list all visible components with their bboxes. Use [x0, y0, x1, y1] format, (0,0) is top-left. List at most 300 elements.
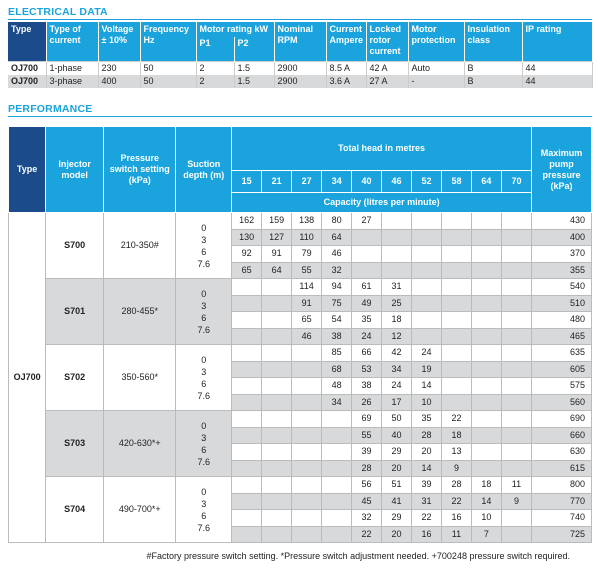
perf-capacity-cell	[471, 394, 501, 411]
perf-capacity-cell: 11	[441, 526, 471, 543]
perf-capacity-cell	[292, 361, 322, 378]
perf-model-cell: S700	[46, 213, 104, 279]
perf-capacity-cell	[441, 279, 471, 296]
perf-suction-cell	[176, 411, 232, 477]
perf-capacity-cell	[471, 361, 501, 378]
perf-capacity-cell: 38	[322, 328, 352, 345]
perf-capacity-cell	[232, 361, 262, 378]
perf-capacity-cell: 68	[322, 361, 352, 378]
perf-capacity-cell: 12	[382, 328, 412, 345]
perf-row	[9, 279, 592, 296]
suction-depth-value: 3	[201, 234, 207, 245]
perf-capacity-cell: 110	[292, 229, 322, 246]
perf-row	[9, 477, 592, 494]
perf-suction-cell	[176, 279, 232, 345]
perf-head-value: 58	[441, 171, 471, 193]
perf-switch-cell: 420-630*+	[104, 411, 176, 477]
suction-depth-value: 3	[201, 366, 207, 377]
perf-capacity-cell	[471, 213, 501, 230]
perf-capacity-cell	[262, 328, 292, 345]
perf-suction-cell	[176, 345, 232, 411]
perf-capacity-cell: 41	[382, 493, 412, 510]
elec-cell: 3.6 A	[326, 75, 366, 88]
perf-capacity-cell: 114	[292, 279, 322, 296]
perf-capacity-cell	[501, 213, 531, 230]
perf-capacity-cell: 92	[232, 246, 262, 263]
elec-row-1-phase	[8, 61, 592, 75]
perf-max-pressure-cell: 800	[532, 477, 592, 494]
perf-capacity-cell	[322, 411, 352, 428]
suction-depth-value: 0	[201, 420, 207, 431]
perf-row	[9, 411, 592, 428]
perf-capacity-cell	[382, 246, 412, 263]
perf-capacity-cell	[441, 213, 471, 230]
perf-switch-cell: 210-350#	[104, 213, 176, 279]
perf-capacity-cell	[322, 444, 352, 461]
perf-capacity-cell: 20	[382, 526, 412, 543]
perf-capacity-cell: 29	[382, 510, 412, 527]
perf-capacity-cell	[412, 312, 442, 329]
perf-capacity-cell	[382, 229, 412, 246]
perf-capacity-cell	[382, 262, 412, 279]
perf-model-cell: S702	[46, 345, 104, 411]
perf-capacity-cell	[322, 460, 352, 477]
suction-depth-value: 6	[201, 378, 207, 389]
perf-capacity-cell: 13	[441, 444, 471, 461]
perf-capacity-cell: 46	[322, 246, 352, 263]
perf-head-value: 27	[292, 171, 322, 193]
perf-capacity-cell: 22	[352, 526, 382, 543]
perf-model-cell: S701	[46, 279, 104, 345]
perf-capacity-cell	[501, 246, 531, 263]
perf-capacity-cell: 22	[441, 411, 471, 428]
suction-depth-value: 0	[201, 486, 207, 497]
perf-capacity-cell	[232, 427, 262, 444]
perf-head-value: 15	[232, 171, 262, 193]
perf-capacity-cell: 38	[352, 378, 382, 395]
perf-capacity-cell	[501, 411, 531, 428]
perf-capacity-cell: 10	[412, 394, 442, 411]
perf-capacity-cell	[441, 262, 471, 279]
perf-capacity-cell: 31	[382, 279, 412, 296]
elec-cell: 2	[196, 75, 234, 88]
suction-depth-value: 7.6	[197, 258, 211, 269]
perf-capacity-cell	[262, 295, 292, 312]
perf-row	[9, 345, 592, 362]
perf-max-pressure-cell: 630	[532, 444, 592, 461]
perf-head-value: 64	[471, 171, 501, 193]
perf-capacity-cell: 55	[292, 262, 322, 279]
perf-capacity-cell: 49	[352, 295, 382, 312]
perf-capacity-cell: 162	[232, 213, 262, 230]
perf-capacity-cell	[232, 460, 262, 477]
perf-capacity-cell	[412, 295, 442, 312]
perf-capacity-cell: 75	[322, 295, 352, 312]
perf-capacity-cell: 53	[352, 361, 382, 378]
perf-capacity-cell	[501, 229, 531, 246]
perf-capacity-cell: 51	[382, 477, 412, 494]
electrical-title-rule	[8, 19, 592, 20]
perf-capacity-cell: 65	[232, 262, 262, 279]
elec-cell: 1.5	[234, 61, 274, 75]
perf-capacity-cell	[292, 493, 322, 510]
perf-capacity-cell: 9	[441, 460, 471, 477]
perf-capacity-cell	[322, 526, 352, 543]
perf-capacity-cell: 127	[262, 229, 292, 246]
perf-capacity-cell: 28	[352, 460, 382, 477]
perf-head-value: 70	[501, 171, 531, 193]
perf-header-total-head: Total head in metres	[232, 127, 532, 171]
elec-header-type-of-current: Type of current	[46, 22, 98, 61]
perf-capacity-cell: 56	[352, 477, 382, 494]
perf-capacity-cell	[501, 460, 531, 477]
perf-capacity-cell	[232, 444, 262, 461]
elec-header-insulation: Insulation class	[464, 22, 522, 61]
perf-max-pressure-cell: 560	[532, 394, 592, 411]
perf-capacity-cell: 14	[412, 460, 442, 477]
elec-cell: B	[464, 61, 522, 75]
perf-capacity-cell: 61	[352, 279, 382, 296]
perf-capacity-cell	[501, 262, 531, 279]
performance-table	[8, 126, 592, 543]
perf-capacity-cell: 32	[322, 262, 352, 279]
perf-header-injector-model: Injector model	[46, 127, 104, 213]
elec-cell: 27 A	[366, 75, 408, 88]
perf-capacity-cell	[292, 411, 322, 428]
elec-header-frequency: Frequency Hz	[140, 22, 196, 61]
performance-title-rule	[8, 116, 592, 117]
perf-capacity-cell: 79	[292, 246, 322, 263]
suction-depth-value: 7.6	[197, 522, 211, 533]
perf-capacity-cell	[232, 411, 262, 428]
perf-capacity-cell	[292, 427, 322, 444]
perf-capacity-cell	[412, 262, 442, 279]
elec-header-voltage: Voltage ± 10%	[98, 22, 140, 61]
elec-cell: 230	[98, 61, 140, 75]
perf-capacity-cell: 69	[352, 411, 382, 428]
perf-capacity-cell: 14	[412, 378, 442, 395]
perf-capacity-cell	[501, 279, 531, 296]
perf-capacity-cell	[232, 295, 262, 312]
elec-cell: 50	[140, 75, 196, 88]
elec-cell: 2	[196, 61, 234, 75]
perf-capacity-cell: 18	[382, 312, 412, 329]
perf-header-capacity: Capacity (litres per minute)	[232, 193, 532, 213]
perf-capacity-cell	[501, 378, 531, 395]
performance-table-body	[9, 213, 592, 543]
perf-capacity-cell: 39	[412, 477, 442, 494]
perf-max-pressure-cell: 540	[532, 279, 592, 296]
perf-capacity-cell	[262, 411, 292, 428]
perf-max-pressure-cell: 465	[532, 328, 592, 345]
perf-capacity-cell	[501, 444, 531, 461]
elec-cell: OJ700	[8, 61, 46, 75]
elec-row-3-phase	[8, 75, 592, 88]
perf-max-pressure-cell: 605	[532, 361, 592, 378]
perf-capacity-cell: 45	[352, 493, 382, 510]
suction-depth-value: 3	[201, 498, 207, 509]
perf-capacity-cell: 19	[412, 361, 442, 378]
suction-depth-value: 6	[201, 246, 207, 257]
elec-cell: B	[464, 75, 522, 88]
perf-capacity-cell	[352, 262, 382, 279]
perf-model-cell: S703	[46, 411, 104, 477]
perf-capacity-cell: 35	[352, 312, 382, 329]
footnote: #Factory pressure switch setting. *Pressure switch adjustment needed. +700248 pressure switch required.	[146, 551, 570, 561]
perf-capacity-cell	[322, 493, 352, 510]
perf-capacity-cell	[292, 460, 322, 477]
perf-suction-cell	[176, 213, 232, 279]
perf-capacity-cell	[471, 229, 501, 246]
suction-depth-value: 6	[201, 510, 207, 521]
perf-head-value: 21	[262, 171, 292, 193]
elec-header-p1: P1	[196, 37, 234, 61]
perf-capacity-cell: 31	[412, 493, 442, 510]
perf-capacity-cell	[471, 411, 501, 428]
perf-head-value: 46	[382, 171, 412, 193]
perf-capacity-cell	[292, 510, 322, 527]
perf-capacity-cell: 159	[262, 213, 292, 230]
perf-capacity-cell: 24	[382, 378, 412, 395]
perf-capacity-cell	[501, 526, 531, 543]
elec-cell: 2900	[274, 61, 326, 75]
perf-capacity-cell: 64	[262, 262, 292, 279]
perf-capacity-cell	[412, 328, 442, 345]
perf-capacity-cell	[262, 444, 292, 461]
perf-capacity-cell	[441, 394, 471, 411]
perf-capacity-cell: 50	[382, 411, 412, 428]
perf-capacity-cell	[471, 246, 501, 263]
perf-capacity-cell: 40	[382, 427, 412, 444]
elec-cell: 44	[522, 61, 592, 75]
perf-capacity-cell	[471, 460, 501, 477]
perf-capacity-cell: 24	[412, 345, 442, 362]
perf-capacity-cell	[412, 229, 442, 246]
electrical-data-table	[8, 22, 593, 88]
perf-capacity-cell: 85	[322, 345, 352, 362]
suction-depth-value: 3	[201, 432, 207, 443]
perf-capacity-cell: 91	[262, 246, 292, 263]
perf-max-pressure-cell: 635	[532, 345, 592, 362]
perf-capacity-cell	[232, 328, 262, 345]
perf-max-pressure-cell: 400	[532, 229, 592, 246]
elec-header-ip-rating: IP rating	[522, 22, 592, 61]
perf-capacity-cell: 7	[471, 526, 501, 543]
perf-max-pressure-cell: 740	[532, 510, 592, 527]
perf-capacity-cell	[292, 444, 322, 461]
perf-capacity-cell: 42	[382, 345, 412, 362]
perf-header-pressure-switch: Pressure switch setting (kPa)	[104, 127, 176, 213]
perf-header-max-pressure: Maximum pump pressure (kPa)	[532, 127, 592, 213]
perf-capacity-cell	[262, 345, 292, 362]
perf-capacity-cell	[471, 262, 501, 279]
suction-depth-value: 0	[201, 222, 207, 233]
perf-capacity-cell: 34	[322, 394, 352, 411]
elec-cell: 42 A	[366, 61, 408, 75]
suction-depth-value: 7.6	[197, 456, 211, 467]
perf-capacity-cell: 26	[352, 394, 382, 411]
perf-capacity-cell	[501, 427, 531, 444]
elec-cell: OJ700	[8, 75, 46, 88]
perf-capacity-cell	[501, 312, 531, 329]
perf-model-cell: S704	[46, 477, 104, 543]
perf-capacity-cell	[382, 213, 412, 230]
perf-capacity-cell	[262, 493, 292, 510]
performance-title: PERFORMANCE	[8, 103, 93, 115]
perf-capacity-cell	[412, 279, 442, 296]
perf-capacity-cell	[441, 345, 471, 362]
perf-capacity-cell: 35	[412, 411, 442, 428]
perf-capacity-cell: 39	[352, 444, 382, 461]
perf-capacity-cell: 18	[471, 477, 501, 494]
suction-depth-value: 0	[201, 288, 207, 299]
perf-capacity-cell	[471, 444, 501, 461]
perf-capacity-cell	[292, 378, 322, 395]
perf-capacity-cell: 20	[382, 460, 412, 477]
suction-depth-value: 6	[201, 312, 207, 323]
perf-capacity-cell	[441, 361, 471, 378]
elec-header-motor-protection: Motor protection	[408, 22, 464, 61]
perf-capacity-cell: 48	[322, 378, 352, 395]
perf-capacity-cell	[441, 312, 471, 329]
elec-cell: 400	[98, 75, 140, 88]
perf-capacity-cell	[322, 477, 352, 494]
elec-cell: 1-phase	[46, 61, 98, 75]
perf-capacity-cell: 80	[322, 213, 352, 230]
perf-capacity-cell	[292, 477, 322, 494]
perf-capacity-cell	[471, 312, 501, 329]
perf-capacity-cell: 94	[322, 279, 352, 296]
perf-capacity-cell	[232, 312, 262, 329]
perf-switch-cell: 280-455*	[104, 279, 176, 345]
perf-max-pressure-cell: 480	[532, 312, 592, 329]
perf-capacity-cell: 91	[292, 295, 322, 312]
perf-capacity-cell	[292, 526, 322, 543]
perf-type-cell: OJ700	[9, 213, 46, 543]
perf-max-pressure-cell: 370	[532, 246, 592, 263]
perf-capacity-cell	[232, 345, 262, 362]
perf-capacity-cell: 65	[292, 312, 322, 329]
perf-header-suction-depth: Suction depth (m)	[176, 127, 232, 213]
perf-capacity-cell	[322, 427, 352, 444]
perf-capacity-cell: 29	[382, 444, 412, 461]
perf-capacity-cell	[501, 394, 531, 411]
perf-capacity-cell	[232, 493, 262, 510]
perf-capacity-cell	[501, 361, 531, 378]
perf-suction-cell	[176, 477, 232, 543]
perf-capacity-cell	[292, 394, 322, 411]
perf-capacity-cell	[262, 510, 292, 527]
perf-capacity-cell: 10	[471, 510, 501, 527]
perf-capacity-cell	[441, 328, 471, 345]
perf-capacity-cell	[262, 378, 292, 395]
perf-capacity-cell: 34	[382, 361, 412, 378]
perf-capacity-cell	[352, 246, 382, 263]
suction-depth-value: 6	[201, 444, 207, 455]
perf-capacity-cell	[262, 477, 292, 494]
elec-header-nominal-rpm: Nominal RPM	[274, 22, 326, 61]
perf-capacity-cell	[352, 229, 382, 246]
perf-capacity-cell	[262, 394, 292, 411]
perf-capacity-cell	[441, 229, 471, 246]
suction-depth-value: 7.6	[197, 324, 211, 335]
perf-max-pressure-cell: 770	[532, 493, 592, 510]
elec-cell: 8.5 A	[326, 61, 366, 75]
perf-capacity-cell: 18	[441, 427, 471, 444]
perf-max-pressure-cell: 615	[532, 460, 592, 477]
perf-capacity-cell	[322, 510, 352, 527]
perf-capacity-cell	[292, 345, 322, 362]
perf-capacity-cell	[471, 279, 501, 296]
perf-capacity-cell: 54	[322, 312, 352, 329]
elec-header-type: Type	[8, 22, 46, 61]
perf-capacity-cell: 14	[471, 493, 501, 510]
perf-capacity-cell	[441, 295, 471, 312]
perf-capacity-cell	[501, 328, 531, 345]
perf-head-value: 34	[322, 171, 352, 193]
suction-depth-value: 7.6	[197, 390, 211, 401]
perf-capacity-cell: 64	[322, 229, 352, 246]
elec-cell: 3-phase	[46, 75, 98, 88]
perf-capacity-cell	[262, 427, 292, 444]
perf-capacity-cell: 28	[412, 427, 442, 444]
perf-capacity-cell: 11	[501, 477, 531, 494]
perf-capacity-cell: 16	[412, 526, 442, 543]
perf-capacity-cell: 22	[441, 493, 471, 510]
perf-capacity-cell	[501, 510, 531, 527]
perf-capacity-cell	[232, 394, 262, 411]
elec-cell: 1.5	[234, 75, 274, 88]
perf-capacity-cell: 130	[232, 229, 262, 246]
elec-header-p2: P2	[234, 37, 274, 61]
perf-capacity-cell	[232, 279, 262, 296]
perf-capacity-cell	[232, 510, 262, 527]
perf-capacity-cell	[441, 246, 471, 263]
perf-capacity-cell	[471, 345, 501, 362]
perf-capacity-cell: 138	[292, 213, 322, 230]
perf-capacity-cell	[501, 345, 531, 362]
perf-row	[9, 213, 592, 230]
elec-cell: 50	[140, 61, 196, 75]
elec-cell: 44	[522, 75, 592, 88]
perf-capacity-cell	[262, 312, 292, 329]
perf-capacity-cell: 22	[412, 510, 442, 527]
perf-switch-cell: 350-560*	[104, 345, 176, 411]
perf-capacity-cell	[262, 279, 292, 296]
perf-max-pressure-cell: 690	[532, 411, 592, 428]
perf-capacity-cell: 46	[292, 328, 322, 345]
perf-head-value: 52	[412, 171, 442, 193]
elec-cell: -	[408, 75, 464, 88]
perf-capacity-cell: 25	[382, 295, 412, 312]
perf-capacity-cell: 28	[441, 477, 471, 494]
perf-capacity-cell: 27	[352, 213, 382, 230]
elec-header-current: Current Ampere	[326, 22, 366, 61]
suction-depth-value: 3	[201, 300, 207, 311]
perf-max-pressure-cell: 355	[532, 262, 592, 279]
elec-header-motor-rating: Motor rating kW	[196, 22, 274, 37]
perf-capacity-cell: 24	[352, 328, 382, 345]
perf-max-pressure-cell: 660	[532, 427, 592, 444]
perf-capacity-cell	[471, 295, 501, 312]
suction-depth-value: 0	[201, 354, 207, 365]
perf-capacity-cell: 9	[501, 493, 531, 510]
perf-header-type: Type	[9, 127, 46, 213]
perf-capacity-cell: 16	[441, 510, 471, 527]
perf-max-pressure-cell: 510	[532, 295, 592, 312]
perf-capacity-cell: 55	[352, 427, 382, 444]
perf-max-pressure-cell: 430	[532, 213, 592, 230]
